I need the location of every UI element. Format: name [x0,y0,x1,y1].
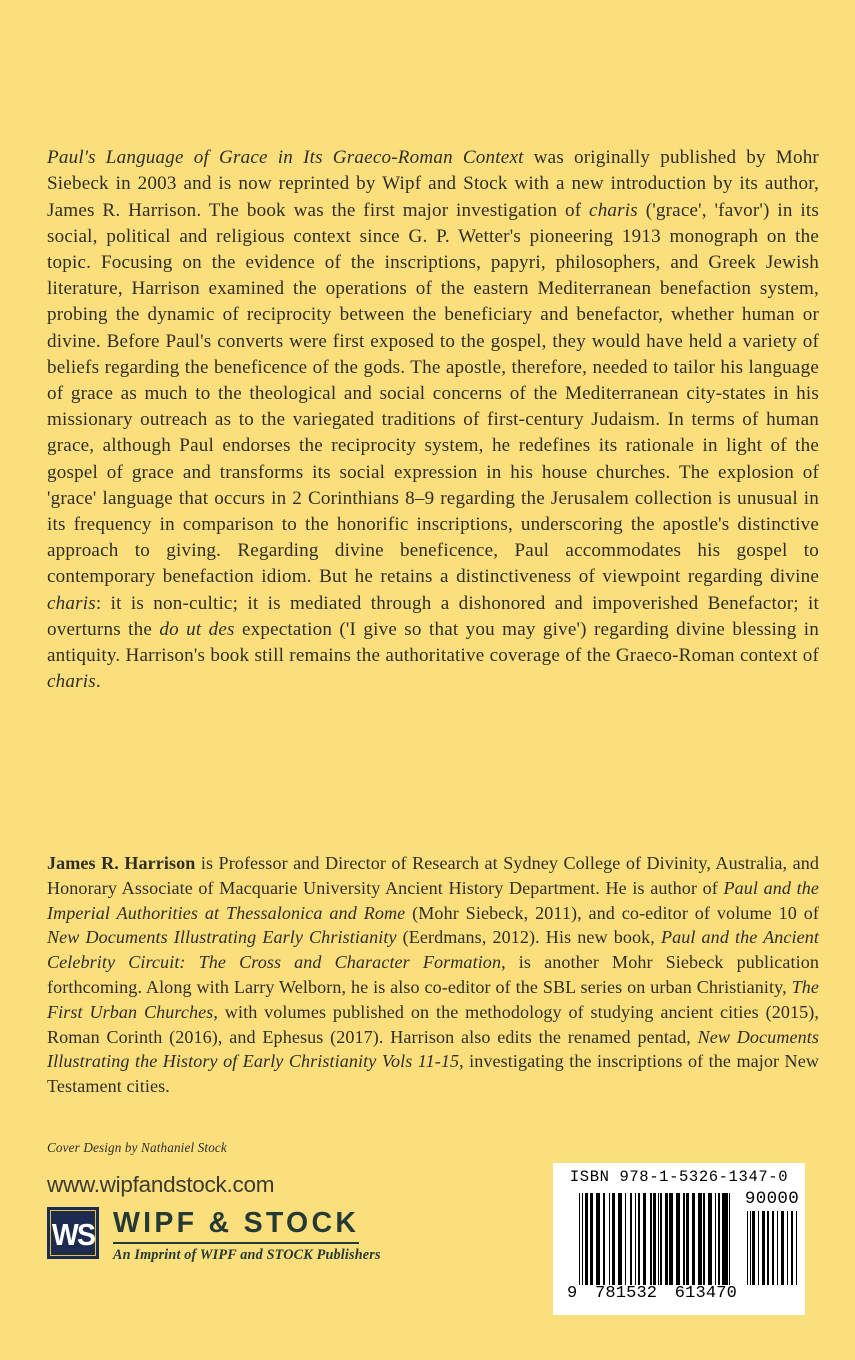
work-title-3: Paul and the Ancient Celebrity Circuit: The Cross and Character Formation [47,927,819,973]
publisher-website-url[interactable]: www.wipfandstock.com [47,1172,275,1197]
ws-monogram-icon [47,1207,99,1259]
publisher-logo [47,1207,381,1264]
publisher-tagline: An Imprint of WIPF and STOCK Publishers [113,1246,381,1263]
isbn-number-text: ISBN 978-1-5326-1347-0 [569,1168,789,1186]
term-charis-3: charis [47,671,96,693]
barcode-ean-digits [567,1284,737,1303]
barcode-bars-main [579,1193,731,1285]
blurb-segment-4: expectation ('I give so that you may give') regarding divine blessing in antiquity. Harrison's book still remains the authoritative coverage of the Graeco-Roman context of [47,618,819,666]
book-title: Paul's Language of Grace in Its Graeco-Roman Context [47,147,524,169]
author-name: James R. Harrison [47,853,196,874]
bio-segment-1: is Professor and Director of Research at Sydney College of Divinity, Australia, and Honorary Associate of Macquarie University Ancient History Department. He is author of [47,853,819,898]
isbn-barcode [553,1163,805,1315]
publisher-text-block [113,1207,381,1264]
ean-prefix-digit: 9 [567,1284,578,1303]
blurb-segment-5: . [95,671,101,693]
bio-segment-4: , is another Mohr Siebeck publication forthcoming. Along with Larry Welborn, he is also co-editor of the SBL series on urban Christianity, [47,952,820,998]
blurb-segment-3: : it is non-cultic; it is mediated through a dishonored and impoverished Benefactor; it overturns the [47,592,819,640]
publisher-name: WIPF & STOCK [113,1209,359,1244]
term-charis-2: charis [47,592,96,614]
barcode-bars-addon [747,1211,799,1285]
author-biography [47,851,819,1099]
blurb-segment-2: ('grace', 'favor') in its social, political and religious context since G. P. Wetter's pioneering 1913 monograph on the topic. Focusing on the evidence of the inscriptions, papyri, philosophers, and Greek Jewish literature, Harrison examined the operations of the eastern Mediterranean benefaction system, probing the dynamic of reciprocity between the beneficiary and benefactor, whether human or divine. Before Paul's converts were first exposed to the gospel, they would have held a variety of beliefs regarding the beneficence of the gods. The apostle, therefore, needed to tailor his language of grace as much to the theological and social concerns of the Mediterranean city-states in his missionary outreach as to the variegated traditions of first-century Judaism. In terms of human grace, although Paul endorses the reciprocity system, he redefines its rationale in light of the gospel of grace and transforms its social expression in his house churches. The explosion of 'grace' language that occurs in 2 Corinthians 8–9 regarding the Jerusalem collection is unusual in its frequency in comparison to the honorific inscriptions, underscoring the apostle's distinctive approach to giving. Regarding divine beneficence, Paul accommodates his gospel to contemporary benefaction idiom. But he retains a distinctiveness of viewpoint regarding divine [47,199,819,588]
bio-segment-6: , investigating the inscriptions of the major New Testament cities. [47,1051,819,1097]
work-title-1: Paul and the Imperial Authorities at Thessalonica and Rome [47,877,819,923]
work-title-4: The First Urban Churches [47,977,819,1022]
bio-segment-3: (Eerdmans, 2012). His new book, [396,927,661,948]
term-do-ut-des: do ut des [159,618,235,640]
book-description [47,145,819,695]
barcode-addon-value: 90000 [744,1189,800,1209]
ean-group-1: 781532 [594,1284,658,1303]
work-title-2: New Documents Illustrating Early Christianity [47,927,397,948]
work-title-5: New Documents Illustrating the History of Early Christianity Vols 11-15 [47,1026,819,1072]
ean-group-2: 613470 [674,1284,737,1303]
blurb-segment-1: was originally published by Mohr Siebeck in 2003 and is now reprinted by Wipf and Stock with a new introduction by its author, James R. Harrison. The book was the first major investigation of [47,147,819,221]
bio-segment-2: (Mohr Siebeck, 2011), and co-editor of volume 10 of [405,902,819,923]
bio-segment-5: , with volumes published on the methodology of studying ancient cities (2015), Roman Corinth (2016), and Ephesus (2017). Harrison also edits the renamed pentad, [47,1001,819,1047]
cover-design-credit: Cover Design by Nathaniel Stock [47,1140,227,1155]
ws-monogram-frame [50,1210,96,1256]
ws-monogram-letters: WS [51,1216,95,1252]
term-charis-1: charis [589,199,638,221]
